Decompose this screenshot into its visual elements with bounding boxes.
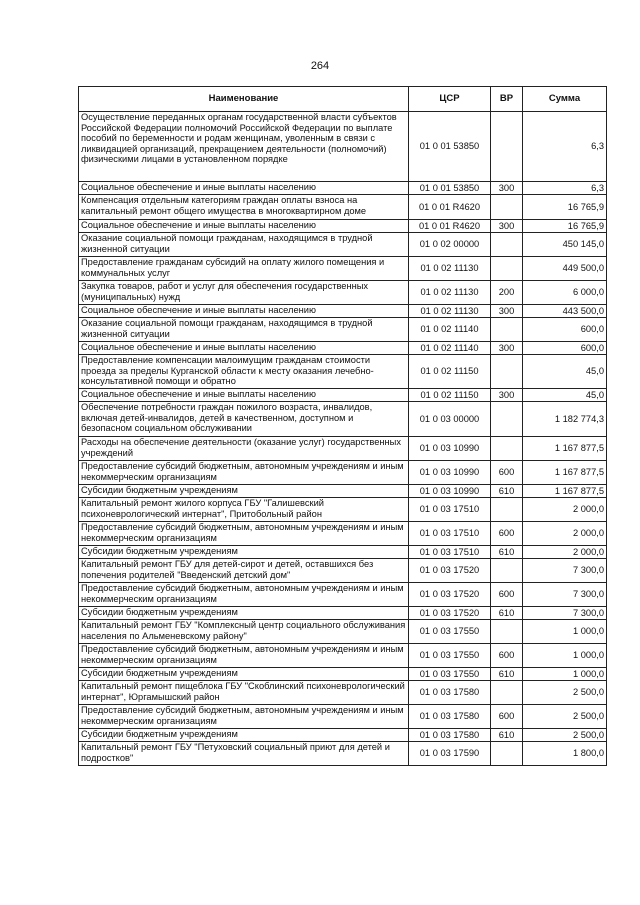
row-vr: 610 <box>491 485 523 498</box>
row-vr <box>491 437 523 461</box>
row-csr: 01 0 01 53850 <box>409 112 491 182</box>
row-sum: 16 765,9 <box>523 220 607 233</box>
table-header-row <box>79 87 607 112</box>
row-vr <box>491 233 523 257</box>
table-row <box>79 355 607 389</box>
table-row <box>79 583 607 607</box>
row-csr: 01 0 03 17550 <box>409 644 491 668</box>
row-vr <box>491 620 523 644</box>
row-csr: 01 0 03 17520 <box>409 607 491 620</box>
table-row <box>79 607 607 620</box>
row-vr: 300 <box>491 389 523 402</box>
budget-table <box>78 86 607 766</box>
row-csr: 01 0 03 17580 <box>409 729 491 742</box>
row-sum: 6 000,0 <box>523 281 607 305</box>
table-body <box>79 112 607 766</box>
row-name: Закупка товаров, работ и услуг для обеспечения государственных (муниципальных) нужд <box>79 281 409 305</box>
table-row <box>79 644 607 668</box>
row-csr: 01 0 03 17510 <box>409 546 491 559</box>
row-vr <box>491 498 523 522</box>
row-vr: 610 <box>491 729 523 742</box>
row-sum: 1 182 774,3 <box>523 402 607 437</box>
header-csr: ЦСР <box>409 87 491 112</box>
row-sum: 1 000,0 <box>523 644 607 668</box>
row-csr: 01 0 03 10990 <box>409 461 491 485</box>
row-csr: 01 0 02 11150 <box>409 389 491 402</box>
row-sum: 2 000,0 <box>523 546 607 559</box>
table-row <box>79 485 607 498</box>
row-vr: 600 <box>491 522 523 546</box>
table-row <box>79 305 607 318</box>
table-row <box>79 402 607 437</box>
row-name: Компенсация отдельным категориям граждан оплаты взноса на капитальный ремонт общего имущества в многоквартирном доме <box>79 195 409 220</box>
row-csr: 01 0 02 11130 <box>409 305 491 318</box>
table-row <box>79 668 607 681</box>
row-sum: 1 000,0 <box>523 620 607 644</box>
row-sum: 2 500,0 <box>523 705 607 729</box>
row-csr: 01 0 03 17580 <box>409 681 491 705</box>
table-row <box>79 182 607 195</box>
row-vr: 610 <box>491 607 523 620</box>
row-vr: 600 <box>491 644 523 668</box>
row-name: Предоставление гражданам субсидий на оплату жилого помещения и коммунальных услуг <box>79 257 409 281</box>
row-vr: 600 <box>491 705 523 729</box>
row-vr <box>491 742 523 766</box>
row-name: Социальное обеспечение и иные выплаты населению <box>79 182 409 195</box>
row-name: Обеспечение потребности граждан пожилого возраста, инвалидов, включая детей-инвалидов, детей в качественном, доступном и безопасном социальном обслуживании <box>79 402 409 437</box>
table-row <box>79 342 607 355</box>
row-vr: 610 <box>491 546 523 559</box>
row-sum: 7 300,0 <box>523 559 607 583</box>
row-name: Субсидии бюджетным учреждениям <box>79 607 409 620</box>
table-row <box>79 220 607 233</box>
row-name: Капитальный ремонт ГБУ для детей-сирот и детей, оставшихся без попечения родителей "Введенский детский дом" <box>79 559 409 583</box>
row-name: Социальное обеспечение и иные выплаты населению <box>79 220 409 233</box>
row-sum: 2 500,0 <box>523 729 607 742</box>
row-sum: 45,0 <box>523 355 607 389</box>
row-name: Субсидии бюджетным учреждениям <box>79 546 409 559</box>
row-csr: 01 0 02 11130 <box>409 257 491 281</box>
row-name: Капитальный ремонт ГБУ "Комплексный центр социального обслуживания населения по Альменевскому району" <box>79 620 409 644</box>
table-row <box>79 281 607 305</box>
row-vr <box>491 257 523 281</box>
row-name: Предоставление субсидий бюджетным, автономным учреждениям и иным некоммерческим организациям <box>79 583 409 607</box>
row-name: Социальное обеспечение и иные выплаты населению <box>79 389 409 402</box>
row-vr <box>491 355 523 389</box>
row-name: Предоставление компенсации малоимущим гражданам стоимости проезда за пределы Курганской области к месту оказания лечебно-консультативной помощи и обратно <box>79 355 409 389</box>
row-csr: 01 0 02 11140 <box>409 342 491 355</box>
row-csr: 01 0 01 R4620 <box>409 195 491 220</box>
header-vr: ВР <box>491 87 523 112</box>
row-sum: 449 500,0 <box>523 257 607 281</box>
table-row <box>79 437 607 461</box>
row-sum: 443 500,0 <box>523 305 607 318</box>
row-name: Капитальный ремонт жилого корпуса ГБУ "Галишевский психоневрологический интернат", Притобольный район <box>79 498 409 522</box>
row-sum: 7 300,0 <box>523 607 607 620</box>
row-sum: 1 800,0 <box>523 742 607 766</box>
row-name: Оказание социальной помощи гражданам, находящимся в трудной жизненной ситуации <box>79 318 409 342</box>
table-row <box>79 522 607 546</box>
row-name: Предоставление субсидий бюджетным, автономным учреждениям и иным некоммерческим организациям <box>79 461 409 485</box>
row-name: Социальное обеспечение и иные выплаты населению <box>79 305 409 318</box>
row-sum: 6,3 <box>523 112 607 182</box>
row-vr <box>491 112 523 182</box>
table-row <box>79 257 607 281</box>
row-csr: 01 0 03 17520 <box>409 559 491 583</box>
row-sum: 450 145,0 <box>523 233 607 257</box>
row-csr: 01 0 03 17590 <box>409 742 491 766</box>
row-sum: 6,3 <box>523 182 607 195</box>
row-vr: 300 <box>491 305 523 318</box>
row-name: Капитальный ремонт ГБУ "Петуховский социальный приют для детей и подростков" <box>79 742 409 766</box>
row-csr: 01 0 01 53850 <box>409 182 491 195</box>
row-csr: 01 0 02 11140 <box>409 318 491 342</box>
row-csr: 01 0 03 00000 <box>409 402 491 437</box>
row-name: Субсидии бюджетным учреждениям <box>79 668 409 681</box>
table-row <box>79 112 607 182</box>
row-csr: 01 0 03 17580 <box>409 705 491 729</box>
row-csr: 01 0 03 10990 <box>409 437 491 461</box>
row-name: Оказание социальной помощи гражданам, находящимся в трудной жизненной ситуации <box>79 233 409 257</box>
table-row <box>79 389 607 402</box>
row-vr <box>491 402 523 437</box>
row-name: Предоставление субсидий бюджетным, автономным учреждениям и иным некоммерческим организациям <box>79 522 409 546</box>
row-csr: 01 0 03 17550 <box>409 620 491 644</box>
row-name: Субсидии бюджетным учреждениям <box>79 485 409 498</box>
table-row <box>79 620 607 644</box>
table-row <box>79 318 607 342</box>
row-name: Осуществление переданных органам государственной власти субъектов Российской Федерации полномочий Российской Федерации по выплате пособий по беременности и родам женщинам, уволенным в связи с ликвидацией организаций, прекращением деятельности (полномочий) физическими лицами в установленном порядке <box>79 112 409 182</box>
row-sum: 2 000,0 <box>523 522 607 546</box>
row-sum: 2 500,0 <box>523 681 607 705</box>
row-name: Предоставление субсидий бюджетным, автономным учреждениям и иным некоммерческим организациям <box>79 644 409 668</box>
row-vr <box>491 318 523 342</box>
row-vr: 200 <box>491 281 523 305</box>
row-csr: 01 0 03 17510 <box>409 522 491 546</box>
table-row <box>79 233 607 257</box>
row-name: Расходы на обеспечение деятельности (оказание услуг) государственных учреждений <box>79 437 409 461</box>
row-vr: 600 <box>491 461 523 485</box>
header-name: Наименование <box>79 87 409 112</box>
row-csr: 01 0 02 11150 <box>409 355 491 389</box>
header-sum: Сумма <box>523 87 607 112</box>
row-vr <box>491 681 523 705</box>
table-row <box>79 742 607 766</box>
table-row <box>79 461 607 485</box>
row-sum: 1 167 877,5 <box>523 437 607 461</box>
row-vr <box>491 195 523 220</box>
row-csr: 01 0 02 11130 <box>409 281 491 305</box>
page-number: 264 <box>310 60 330 72</box>
row-sum: 600,0 <box>523 318 607 342</box>
row-name: Предоставление субсидий бюджетным, автономным учреждениям и иным некоммерческим организациям <box>79 705 409 729</box>
row-csr: 01 0 02 00000 <box>409 233 491 257</box>
row-name: Социальное обеспечение и иные выплаты населению <box>79 342 409 355</box>
row-csr: 01 0 03 17550 <box>409 668 491 681</box>
row-csr: 01 0 03 17520 <box>409 583 491 607</box>
table-row <box>79 195 607 220</box>
row-vr: 300 <box>491 342 523 355</box>
table-row <box>79 729 607 742</box>
row-vr: 610 <box>491 668 523 681</box>
row-csr: 01 0 03 17510 <box>409 498 491 522</box>
row-sum: 7 300,0 <box>523 583 607 607</box>
row-csr: 01 0 01 R4620 <box>409 220 491 233</box>
table-row <box>79 705 607 729</box>
row-sum: 45,0 <box>523 389 607 402</box>
table-row <box>79 559 607 583</box>
table-row <box>79 681 607 705</box>
row-name: Субсидии бюджетным учреждениям <box>79 729 409 742</box>
row-sum: 1 167 877,5 <box>523 485 607 498</box>
row-vr: 300 <box>491 182 523 195</box>
table-row <box>79 498 607 522</box>
row-vr: 300 <box>491 220 523 233</box>
row-sum: 2 000,0 <box>523 498 607 522</box>
row-sum: 600,0 <box>523 342 607 355</box>
row-vr: 600 <box>491 583 523 607</box>
row-name: Капитальный ремонт пищеблока ГБУ "Скоблинский психоневрологический интернат", Юргамышский район <box>79 681 409 705</box>
row-sum: 16 765,9 <box>523 195 607 220</box>
row-vr <box>491 559 523 583</box>
table-row <box>79 546 607 559</box>
row-csr: 01 0 03 10990 <box>409 485 491 498</box>
row-sum: 1 167 877,5 <box>523 461 607 485</box>
row-sum: 1 000,0 <box>523 668 607 681</box>
